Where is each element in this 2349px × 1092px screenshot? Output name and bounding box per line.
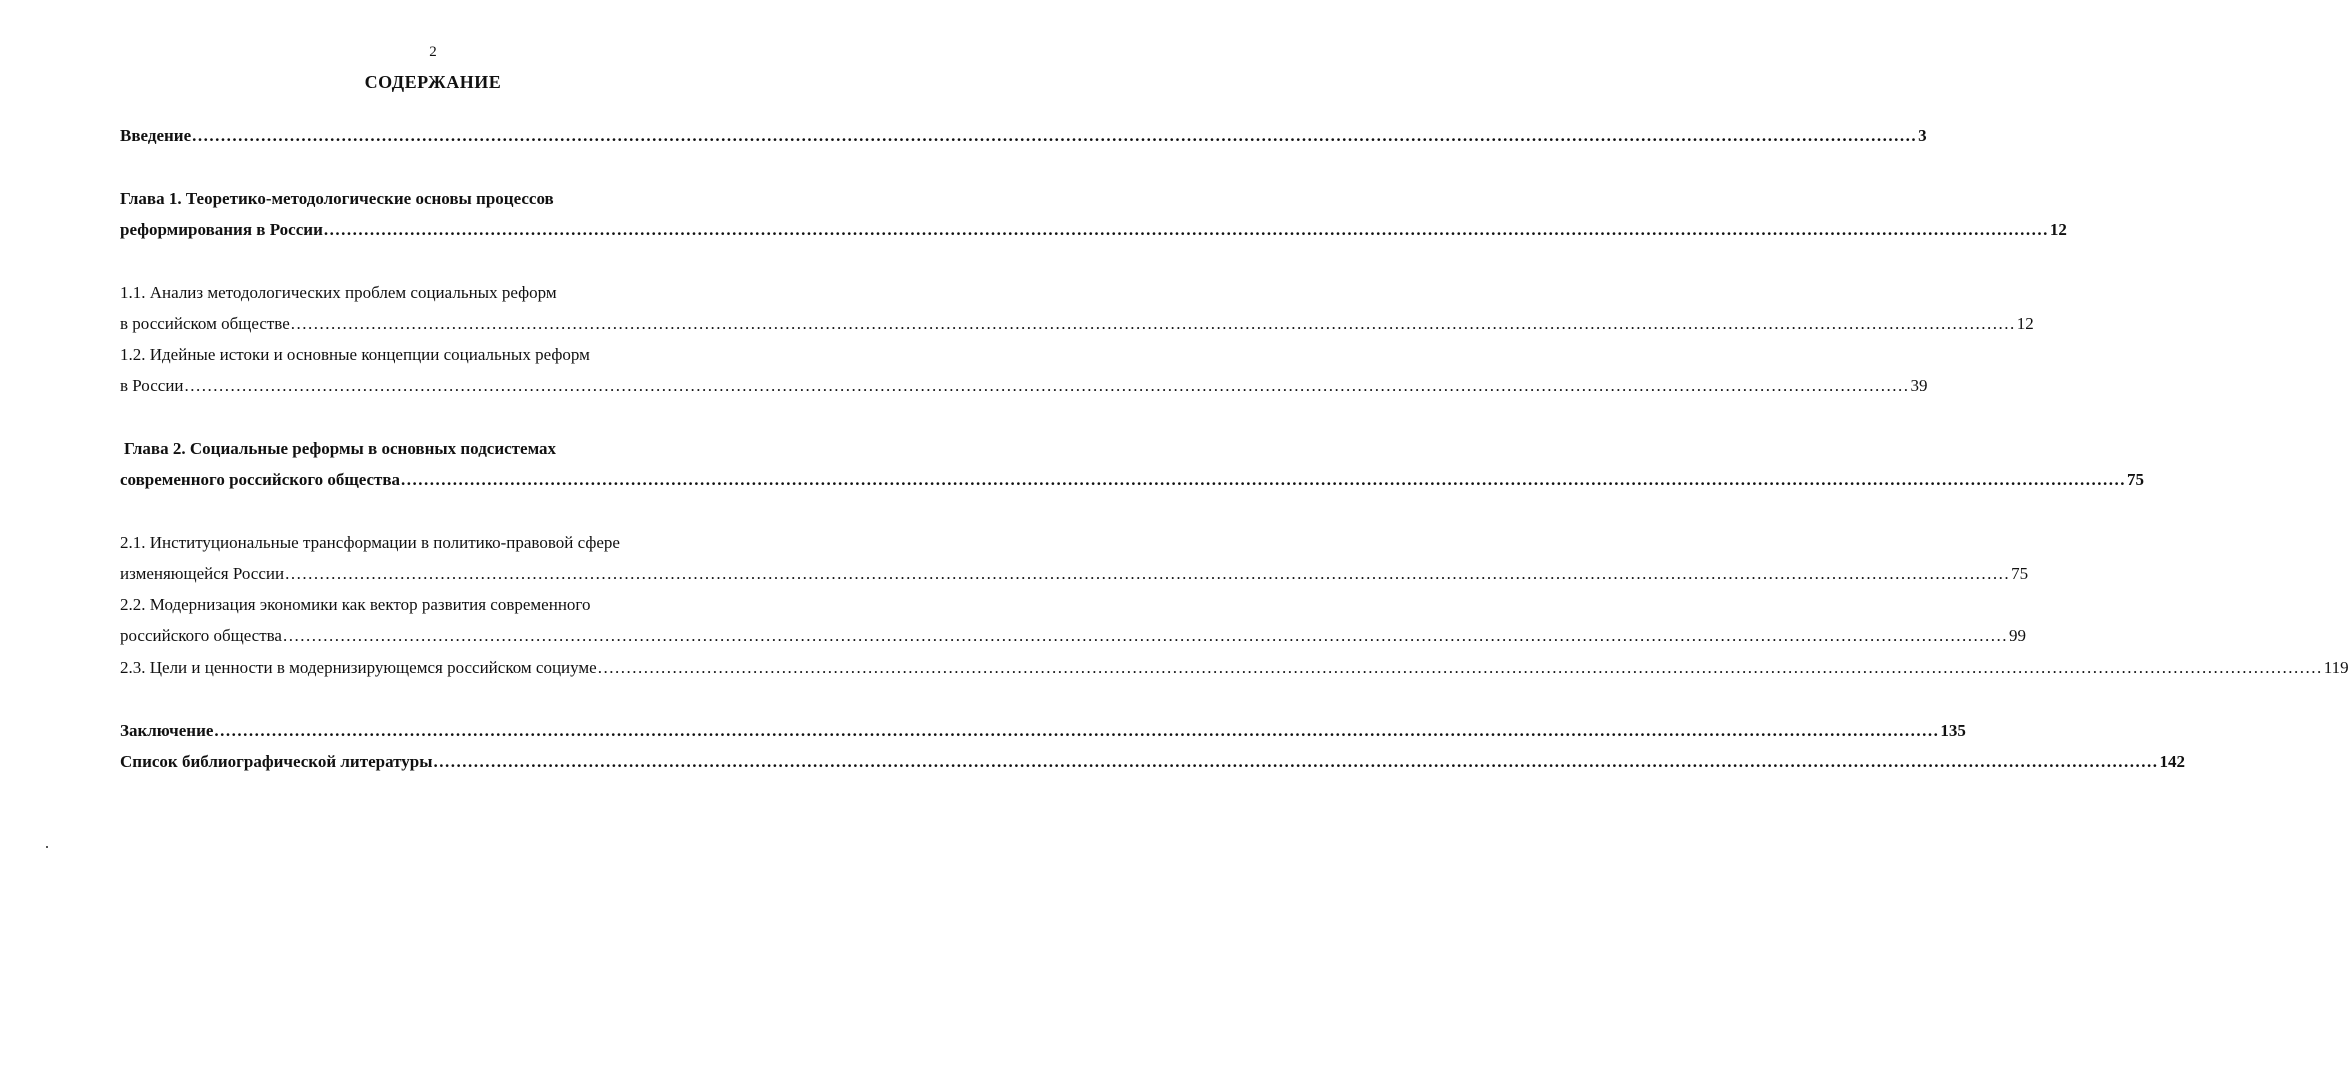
toc-section-2-1-line1[interactable]: 2.1. Институциональные трансформации в политико-правовой сфере bbox=[120, 533, 620, 552]
toc-entry-section-1-1[interactable] bbox=[120, 313, 2034, 335]
toc-entry-text: современного российского общества bbox=[120, 470, 401, 489]
toc-entry-section-2-3[interactable] bbox=[120, 657, 2349, 679]
toc-entry-section-2-1[interactable] bbox=[120, 563, 2029, 585]
toc-chapter1-title-line1[interactable]: Глава 1. Теоретико-методологические основы процессов bbox=[120, 189, 554, 208]
toc-section-2-2-line1[interactable]: 2.2. Модернизация экономики как вектор развития современного bbox=[120, 595, 591, 614]
toc-leader-dots: ............................................................................................................................................................................................................................................................................................................ bbox=[290, 314, 2016, 333]
toc-page-number: 75 bbox=[2127, 470, 2145, 489]
toc-entry-text: реформирования в России bbox=[120, 220, 323, 239]
page-title: СОДЕРЖАНИЕ bbox=[364, 72, 502, 92]
toc-page-number: 119 bbox=[2323, 658, 2349, 677]
toc-page-number: 39 bbox=[1910, 376, 1928, 395]
toc-leader-dots: ............................................................................................................................................................................................................................................................................................................ bbox=[282, 626, 2008, 645]
toc-entry-text: в российском обществе bbox=[120, 314, 290, 333]
toc-leader-dots: ............................................................................................................................................................................................................................................................................................................ bbox=[214, 721, 1940, 740]
scan-speck bbox=[46, 846, 48, 848]
toc-leader-dots: ............................................................................................................................................................................................................................................................................................................ bbox=[285, 564, 2011, 583]
toc-entry-text: 2.3. Цели и ценности в модернизирующемся российском социуме bbox=[120, 658, 597, 677]
toc-leader-dots: ............................................................................................................................................................................................................................................................................................................ bbox=[433, 752, 2159, 771]
toc-section-1-2-line1[interactable]: 1.2. Идейные истоки и основные концепции социальных реформ bbox=[120, 345, 590, 364]
toc-entry-conclusion[interactable] bbox=[120, 720, 1966, 742]
toc-chapter2-title-line1[interactable]: Глава 2. Социальные реформы в основных подсистемах bbox=[124, 439, 557, 458]
toc-leader-dots: ............................................................................................................................................................................................................................................................................................................ bbox=[597, 658, 2323, 677]
toc-entry-chapter2[interactable] bbox=[120, 469, 2145, 491]
toc-page-number: 75 bbox=[2011, 564, 2029, 583]
toc-entry-section-2-2[interactable] bbox=[120, 625, 2026, 647]
toc-entry-text: Заключение bbox=[120, 721, 214, 740]
toc-leader-dots: ............................................................................................................................................................................................................................................................................................................ bbox=[401, 470, 2127, 489]
toc-entry-text: в России bbox=[120, 376, 184, 395]
toc-page-number: 135 bbox=[1940, 721, 1966, 740]
toc-page-number: 12 bbox=[2049, 220, 2067, 239]
toc-entry-chapter1[interactable] bbox=[120, 219, 2067, 241]
toc-page-number: 99 bbox=[2008, 626, 2026, 645]
toc-leader-dots: ............................................................................................................................................................................................................................................................................................................ bbox=[184, 376, 1910, 395]
toc-page-number: 142 bbox=[2159, 752, 2185, 771]
toc-entry-text: Введение bbox=[120, 126, 192, 145]
toc-entry-text: Список библиографической литературы bbox=[120, 752, 433, 771]
toc-entry-bibliography[interactable] bbox=[120, 751, 2185, 773]
toc-section-1-1-line1[interactable]: 1.1. Анализ методологических проблем социальных реформ bbox=[120, 283, 557, 302]
toc-leader-dots: ............................................................................................................................................................................................................................................................................................................ bbox=[323, 220, 2049, 239]
toc-entry-text: изменяющейся России bbox=[120, 564, 285, 583]
toc-leader-dots: ............................................................................................................................................................................................................................................................................................................ bbox=[192, 126, 1918, 145]
toc-entry-section-1-2[interactable] bbox=[120, 375, 1928, 397]
toc-entry-text: российского общества bbox=[120, 626, 282, 645]
toc-page-number: 12 bbox=[2016, 314, 2034, 333]
toc-page-number: 3 bbox=[1918, 126, 1927, 145]
page-number: 2 bbox=[429, 44, 437, 60]
toc-entry-intro[interactable] bbox=[120, 125, 1927, 147]
